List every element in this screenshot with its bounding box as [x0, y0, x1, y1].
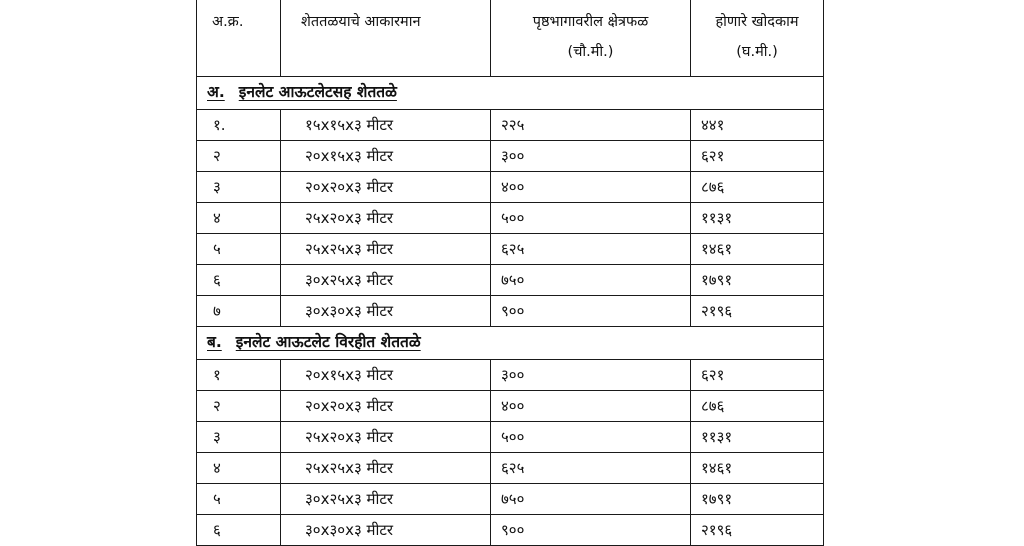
table-row	[197, 234, 824, 265]
cell-excavation: ६२१	[691, 141, 824, 172]
cell-area: ६२५	[491, 234, 691, 265]
cell-area: ५००	[491, 203, 691, 234]
table-row	[197, 453, 824, 484]
cell-area: ९००	[491, 296, 691, 327]
section-header-row	[197, 327, 824, 360]
cell-size: २०x१५x३ मीटर	[281, 141, 491, 172]
cell-excavation: ८७६	[691, 391, 824, 422]
cell-excavation: ११३१	[691, 422, 824, 453]
section-title: इनलेट आऊटलेटसह शेततळे	[238, 83, 397, 101]
cell-serial: १.	[197, 110, 281, 141]
header-excavation-unit: (घ.मी.)	[736, 44, 778, 60]
cell-serial: ३	[197, 172, 281, 203]
cell-area: ५००	[491, 422, 691, 453]
header-area	[491, 0, 691, 77]
cell-excavation: ६२१	[691, 360, 824, 391]
table-row	[197, 391, 824, 422]
cell-excavation: ४४१	[691, 110, 824, 141]
cell-serial: ७	[197, 296, 281, 327]
table-row	[197, 203, 824, 234]
cell-excavation: १७९१	[691, 265, 824, 296]
table-body	[197, 0, 824, 546]
header-excavation	[691, 0, 824, 77]
cell-size: २५x२०x३ मीटर	[281, 422, 491, 453]
cell-size: २५x२५x३ मीटर	[281, 234, 491, 265]
header-row	[197, 0, 824, 77]
cell-area: ९००	[491, 515, 691, 546]
section-title: इनलेट आऊटलेट विरहीत शेततळे	[235, 333, 421, 351]
table-row	[197, 110, 824, 141]
table-row	[197, 360, 824, 391]
header-serial: अ.क्र.	[197, 0, 281, 77]
cell-excavation: १४६१	[691, 234, 824, 265]
cell-serial: २	[197, 141, 281, 172]
cell-serial: १	[197, 360, 281, 391]
table-row	[197, 422, 824, 453]
cell-area: ४००	[491, 391, 691, 422]
cell-area: ६२५	[491, 453, 691, 484]
cell-size: ३०x२५x३ मीटर	[281, 484, 491, 515]
cell-excavation: १४६१	[691, 453, 824, 484]
cell-area: ७५०	[491, 265, 691, 296]
cell-excavation: २१९६	[691, 515, 824, 546]
table-row	[197, 484, 824, 515]
cell-area: ३००	[491, 141, 691, 172]
cell-serial: ३	[197, 422, 281, 453]
cell-size: २५x२५x३ मीटर	[281, 453, 491, 484]
cell-size: ३०x२५x३ मीटर	[281, 265, 491, 296]
section-marker: ब.	[207, 333, 222, 351]
cell-size: ३०x३०x३ मीटर	[281, 296, 491, 327]
table-row	[197, 265, 824, 296]
cell-serial: २	[197, 391, 281, 422]
cell-excavation: ८७६	[691, 172, 824, 203]
cell-size: २०x१५x३ मीटर	[281, 360, 491, 391]
table-row	[197, 296, 824, 327]
table-row	[197, 172, 824, 203]
table-row	[197, 515, 824, 546]
cell-size: ३०x३०x३ मीटर	[281, 515, 491, 546]
header-size: शेततळयाचे आकारमान	[281, 0, 491, 77]
header-area-label: पृष्ठभागावरील क्षेत्रफळ	[532, 14, 649, 30]
section-title-cell	[197, 77, 824, 110]
cell-area: २२५	[491, 110, 691, 141]
cell-area: ७५०	[491, 484, 691, 515]
cell-serial: ६	[197, 515, 281, 546]
cell-serial: ५	[197, 484, 281, 515]
farm-pond-table	[196, 0, 824, 546]
cell-size: २०x२०x३ मीटर	[281, 391, 491, 422]
cell-excavation: ११३१	[691, 203, 824, 234]
cell-serial: ५	[197, 234, 281, 265]
header-excavation-label: होणारे खोदकाम	[715, 14, 799, 30]
cell-excavation: १७९१	[691, 484, 824, 515]
cell-area: ३००	[491, 360, 691, 391]
cell-size: १५x१५x३ मीटर	[281, 110, 491, 141]
table-row	[197, 141, 824, 172]
cell-area: ४००	[491, 172, 691, 203]
cell-size: २०x२०x३ मीटर	[281, 172, 491, 203]
header-area-unit: (चौ.मी.)	[567, 44, 614, 60]
cell-serial: ४	[197, 453, 281, 484]
section-header-row	[197, 77, 824, 110]
cell-serial: ४	[197, 203, 281, 234]
cell-size: २५x२०x३ मीटर	[281, 203, 491, 234]
cell-serial: ६	[197, 265, 281, 296]
section-marker: अ.	[207, 83, 225, 101]
cell-excavation: २१९६	[691, 296, 824, 327]
section-title-cell	[197, 327, 824, 360]
